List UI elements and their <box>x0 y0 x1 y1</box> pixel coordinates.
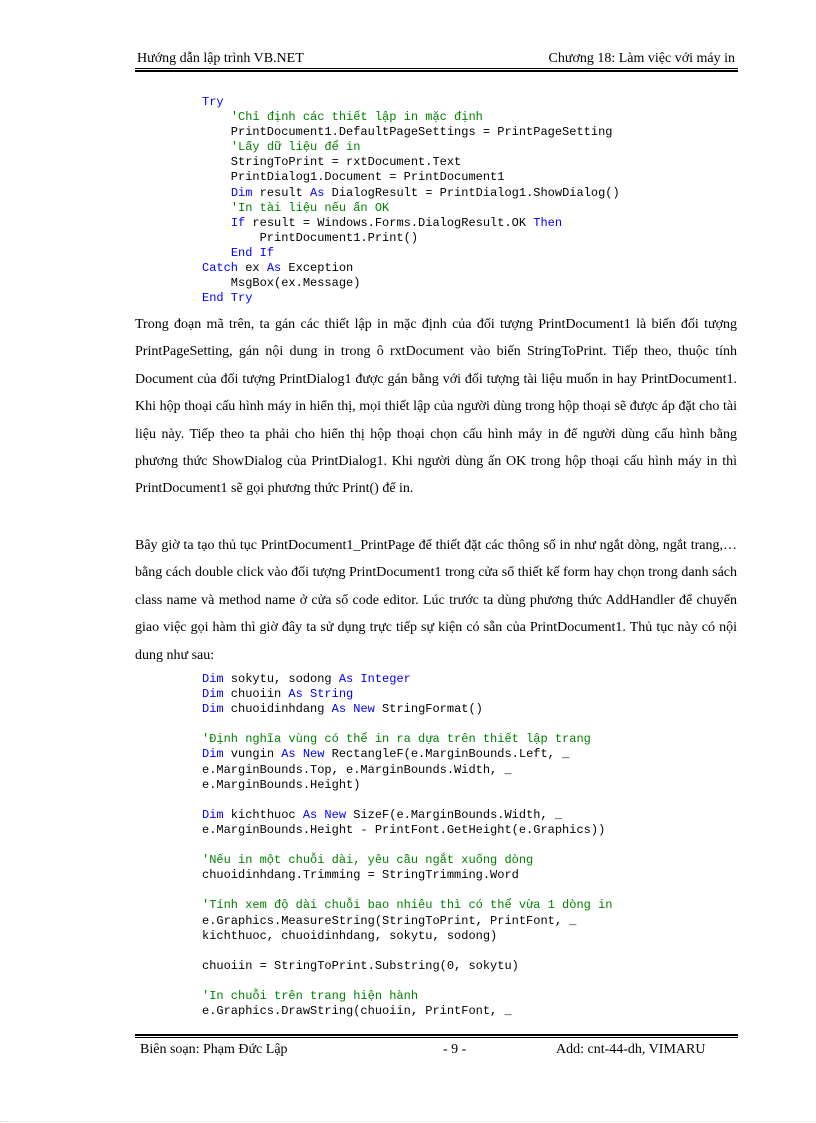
code-token: Dim <box>202 747 224 762</box>
code-token: PrintDocument1.Print() <box>202 230 419 245</box>
code-token <box>202 186 231 200</box>
code-token: chuoidinhdang <box>223 702 332 717</box>
code-token: If <box>230 215 246 230</box>
code-token: PrintDocument1.DefaultPageSettings = PrintPageSetting <box>202 125 613 140</box>
page-header <box>135 48 735 70</box>
code-token: 'In chuỗi trên trang hiện hành <box>202 988 419 1003</box>
code-token: StringToPrint = rxtDocument.Text <box>202 155 462 170</box>
code-token: e.MarginBounds.Top, e.MarginBounds.Width, _ <box>202 762 512 777</box>
code-token: As <box>310 185 325 200</box>
code-token: ex <box>238 261 267 276</box>
code-token <box>202 246 231 260</box>
code-token: e.Graphics.DrawString(chuoiin, PrintFont, _ <box>202 1004 512 1019</box>
paragraph-printpage-intro: Bây giờ ta tạo thủ tục PrintDocument1_PrintPage để thiết đặt các thông số in như ngắt dòng, ngắt trang,…bằng cách double click vào đối tượng PrintDocument1 trong cửa sổ thiết kế form hay chọn trong danh sách class name và method name ở cửa sổ code editor. Lúc trước ta dùng phương thức AddHandler để chuyển giao việc gọi hàm thì giờ đây ta sử dụng trực tiếp sự kiện có sẵn của PrintDocument1. Thủ tục này có nội dung như sau: <box>135 538 737 663</box>
code-token: Dim <box>202 687 224 702</box>
code-token: MsgBox(ex.Message) <box>202 276 361 291</box>
code-token: Catch <box>202 261 239 276</box>
code-token: e.Graphics.MeasureString(StringToPrint, PrintFont, _ <box>202 913 577 928</box>
code-token: chuoiin = StringToPrint.Substring(0, sokytu) <box>202 958 519 973</box>
code-token: As Integer <box>338 672 411 686</box>
code-token: As New <box>302 807 347 822</box>
paragraph-explanation: Trong đoạn mã trên, ta gán các thiết lập in mặc định của đối tượng PrintDocument1 là biến đối tượng PrintPageSetting, gán nội dung in trong ô rxtDocument vào biến StringToPrint. Tiếp theo, thuộc tính Document của đối tượng PrintDialog1 được gán bằng với đối tượng tài liệu muốn in hay PrintDocument1. Khi hộp thoại cấu hình máy in hiển thị, mọi thiết lập của người dùng trong hộp thoại sẽ được áp đặt cho tài liệu này. Tiếp theo ta phải cho hiển thị hộp thoại chọn cấu hình máy in để người dùng cấu hình bằng phương thức ShowDialog của PrintDialog1. Khi người dùng ấn OK trong hộp thoại cấu hình máy in thì PrintDocument1 sẽ gọi phương thức Print() để in. <box>135 317 737 497</box>
header-rule <box>135 68 738 72</box>
footer-rule <box>135 1034 738 1038</box>
code-token: e.MarginBounds.Height - PrintFont.GetHeight(e.Graphics)) <box>202 822 606 837</box>
code-token: 'In tài liệu nếu ấn OK <box>230 200 390 215</box>
code-block-printpage <box>202 672 612 1019</box>
code-token: Dim <box>202 702 224 717</box>
code-token: Then <box>533 215 563 230</box>
code-token: Dim <box>202 807 224 822</box>
code-token: As <box>266 261 282 276</box>
page-bottom-edge <box>0 1121 816 1122</box>
footer-page-number: - 9 - <box>443 1042 467 1057</box>
code-token <box>202 216 231 230</box>
code-token: 'Chỉ định các thiết lập in mặc định <box>230 110 483 125</box>
code-token: Dim <box>202 672 224 686</box>
code-token: 'Nếu in một chuỗi dài, yêu cầu ngắt xuống dòng <box>202 853 534 868</box>
code-token: kichthuoc, chuoidinhdang, sokytu, sodong) <box>202 928 498 943</box>
code-token <box>202 110 231 124</box>
code-token: RectangleF(e.MarginBounds.Left, _ <box>324 747 570 762</box>
code-token: 'Lấy dữ liệu để in <box>230 140 361 155</box>
code-token: PrintDialog1.Document = PrintDocument1 <box>202 170 505 185</box>
code-token: 'Tính xem độ dài chuỗi bao nhiêu thì có thể vừa 1 dòng in <box>202 898 613 913</box>
header-book-title: Hướng dẫn lập trình VB.NET <box>137 51 304 66</box>
footer-address: Add: cnt-44-dh, VIMARU <box>556 1042 706 1057</box>
code-token: sokytu, sodong <box>223 672 339 686</box>
code-token: DialogResult = PrintDialog1.ShowDialog() <box>324 185 620 200</box>
footer-author: Biên soạn: Phạm Đức Lập <box>140 1042 288 1057</box>
code-token: StringFormat() <box>374 702 483 717</box>
code-token: chuoiin <box>223 687 289 702</box>
code-token: kichthuoc <box>223 807 303 822</box>
code-token <box>202 201 231 215</box>
code-token: e.MarginBounds.Height) <box>202 777 361 792</box>
code-token: Exception <box>281 261 354 276</box>
code-token: 'Định nghĩa vùng có thể in ra dựa trên thiết lập trang <box>202 732 591 747</box>
code-block-try-catch <box>202 95 620 306</box>
code-token: result <box>252 185 311 200</box>
code-token: End If <box>230 245 275 260</box>
code-token: End Try <box>202 291 253 306</box>
code-token: result = Windows.Forms.DialogResult.OK <box>245 215 534 230</box>
code-token: Try <box>202 95 224 109</box>
code-token: chuoidinhdang.Trimming = StringTrimming.Word <box>202 868 519 883</box>
code-token: As New <box>331 702 375 717</box>
header-chapter-title: Chương 18: Làm việc với máy in <box>548 51 735 66</box>
code-token: SizeF(e.MarginBounds.Width, _ <box>346 807 563 822</box>
code-token: vungin <box>223 747 282 762</box>
code-token <box>202 140 231 154</box>
code-token: As String <box>288 687 354 702</box>
code-token: As New <box>281 747 325 762</box>
code-token: Dim <box>230 185 253 200</box>
